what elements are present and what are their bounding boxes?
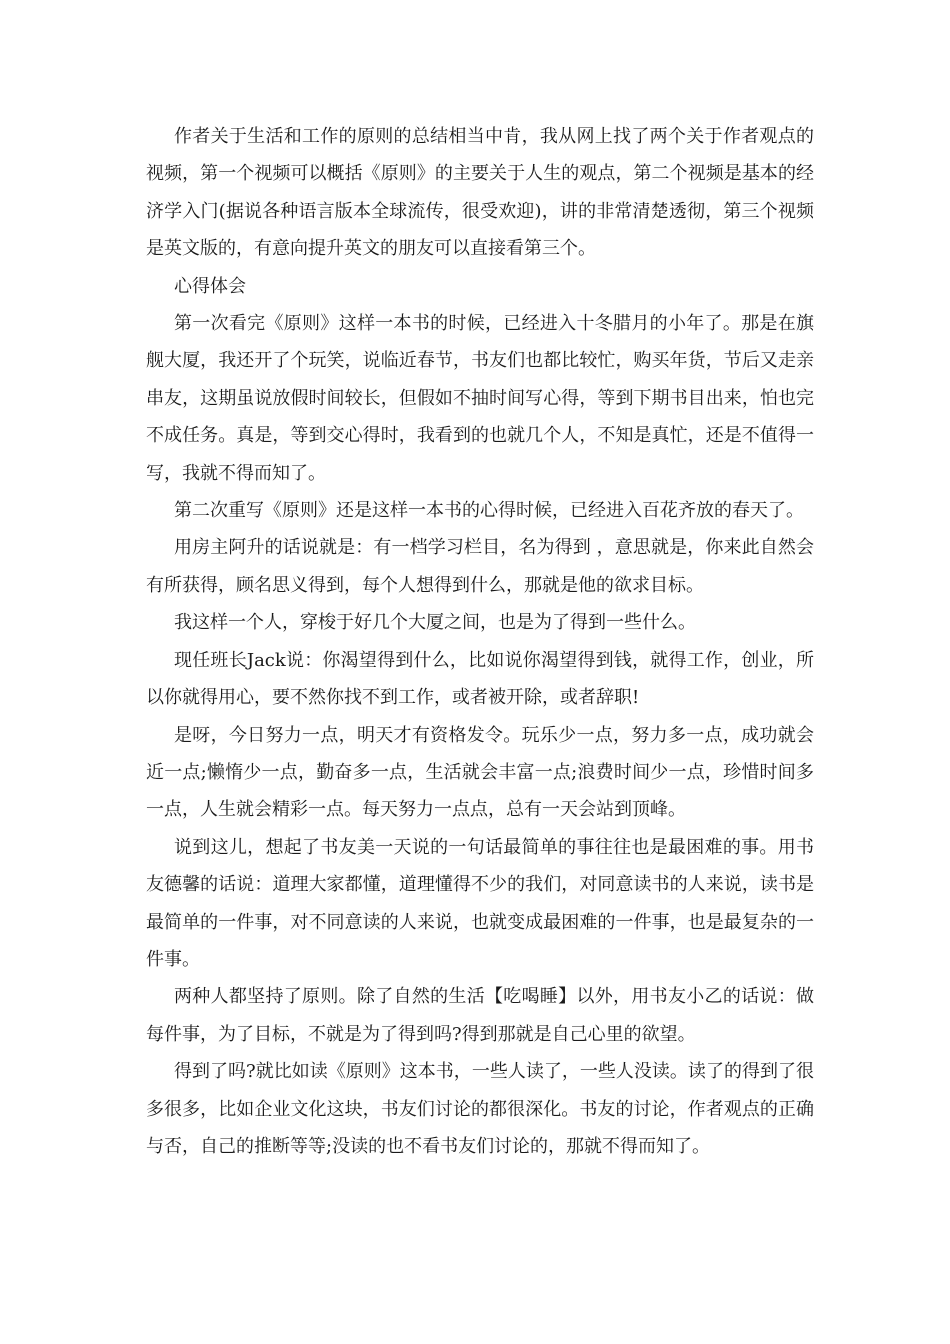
paragraph-self: 我这样一个人，穿梭于好几个大厦之间，也是为了得到一些什么。 [174,612,696,634]
paragraph-simple-hard: 说到这儿，想起了书友美一天说的一句话最简单的事往往也是最困难的事。用书友德馨的话说：道理大家都懂，道理懂得不少的我们，对同意读书的人来说，读书是最简单的一件事，对不同意读的人来说，也就变成最困难的一件事，也是最复杂的一件事。 [146,836,814,970]
paragraph-effort: 是呀，今日努力一点，明天才有资格发令。玩乐少一点，努力多一点，成功就会近一点;懒惰少一点，勤奋多一点，生活就会丰富一点;浪费时间少一点，珍惜时间多一点，人生就会精彩一点。每天努力一点点，总有一天会站到顶峰。 [146,724,814,821]
paragraph-first-reading: 第一次看完《原则》这样一本书的时候，已经进入十冬腊月的小年了。那是在旗舰大厦，我还开了个玩笑，说临近春节，书友们也都比较忙，购买年货，节后又走亲串友，这期虽说放假时间较长，但假如不抽时间写心得，等到下期书目出来，怕也完不成任务。真是，等到交心得时，我看到的也就几个人，不知是真忙，还是不值得一写，我就不得而知了。 [146,313,814,484]
paragraph-second-reading: 第二次重写《原则》还是这样一本书的心得时候，已经进入百花齐放的春天了。 [174,500,804,522]
paragraph-gained: 得到了吗?就比如读《原则》这本书，一些人读了，一些人没读。读了的得到了很多很多，比如企业文化这块，书友们讨论的都很深化。书友的讨论，作者观点的正确与否，自己的推断等等;没读的也不看书友们讨论的，那就不得而知了。 [146,1061,814,1157]
document-body [146,118,814,1165]
paragraph-monitor-quote: 现任班长Jack说：你渴望得到什么，比如说你渴望得到钱，就得工作，创业，所以你就得用心，要不然你找不到工作，或者被开除，或者辞职! [146,649,814,709]
paragraph-intro: 作者关于生活和工作的原则的总结相当中肯，我从网上找了两个关于作者观点的视频，第一个视频可以概括《原则》的主要关于人生的观点，第二个视频是基本的经济学入门(据说各种语言版本全球流传，很受欢迎)，讲的非常清楚透彻，第三个视频是英文版的，有意向提升英文的朋友可以直接看第三个。 [146,126,814,260]
paragraph-host-quote: 用房主阿升的话说就是：有一档学习栏目，名为得到 ，意思就是，你来此自然会有所获得，顾名思义得到，每个人想得到什么，那就是他的欲求目标。 [146,537,814,596]
section-heading: 心得体会 [174,275,246,297]
paragraph-principles: 两种人都坚持了原则。除了自然的生活【吃喝睡】以外，用书友小乙的话说：做每件事，为了目标，不就是为了得到吗?得到那就是自己心里的欲望。 [146,986,814,1045]
